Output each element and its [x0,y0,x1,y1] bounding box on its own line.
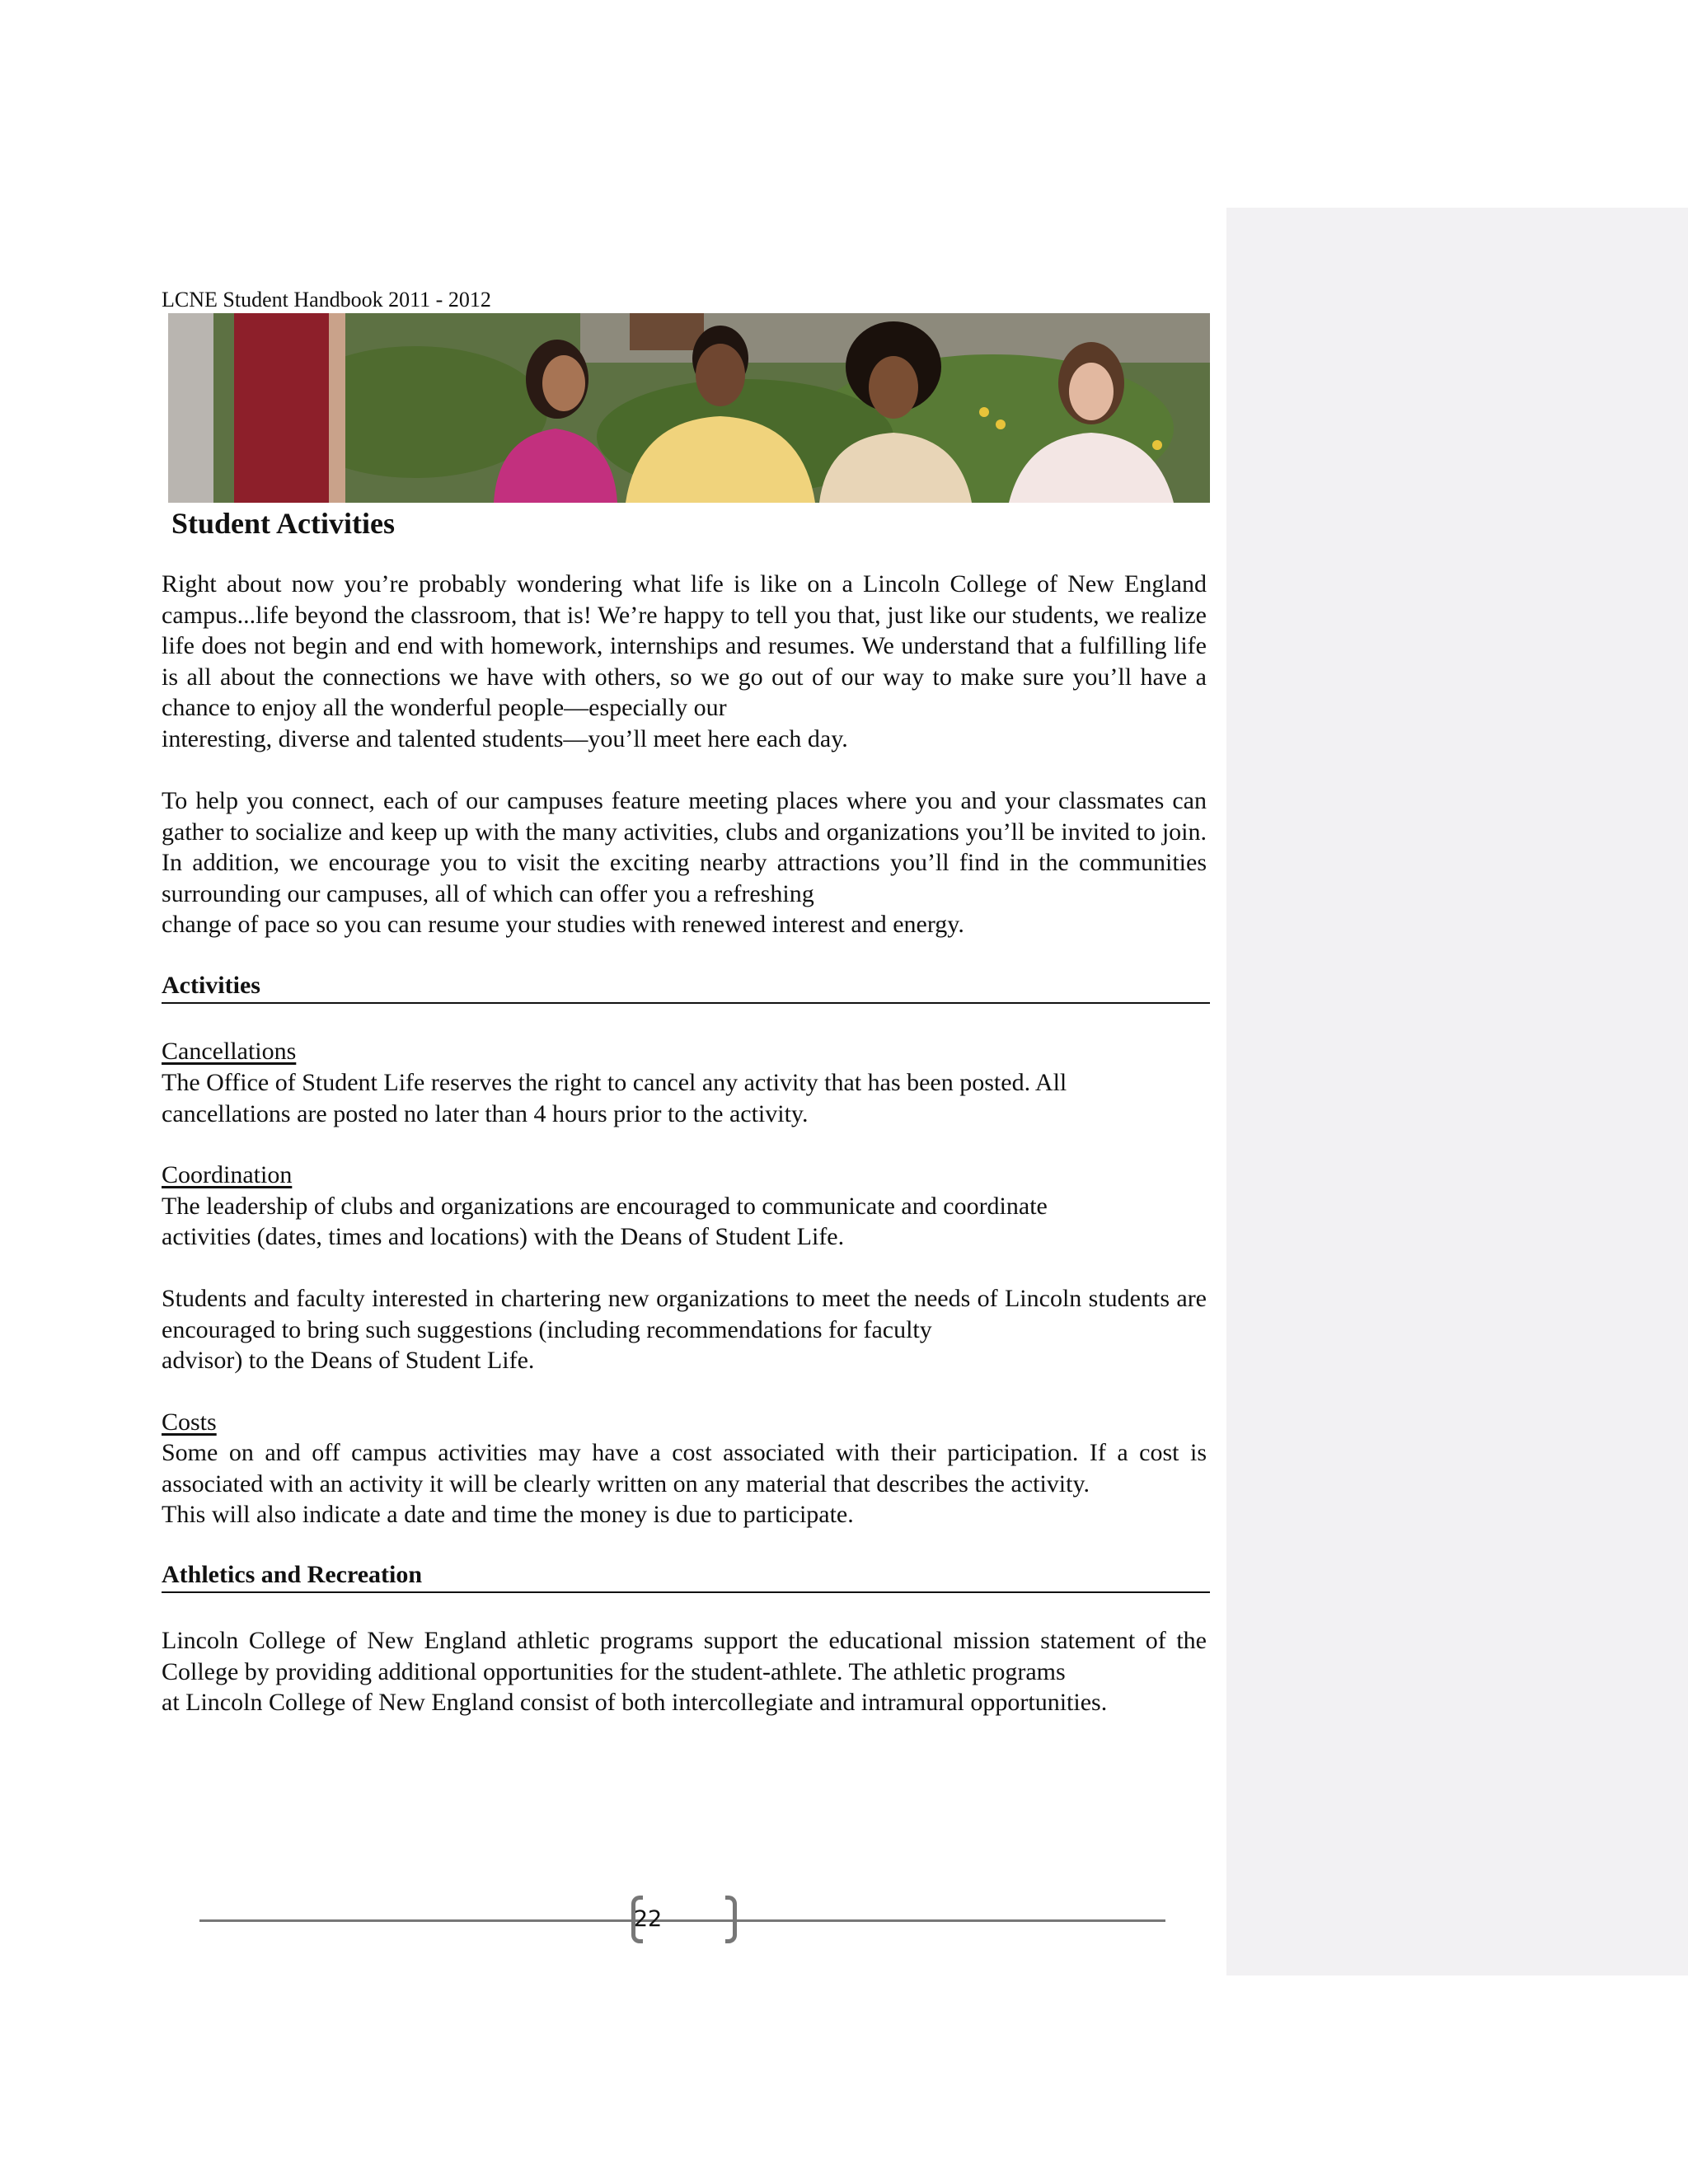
intro-paragraph-2-body: To help you connect, each of our campuses feature meeting places where you and your classmates can gather to socialize and keep up with the many activities, clubs and organizations you’ll be invited to join. In addition, we encourage you to visit the exciting nearby attractions you’ll find in the communities surrounding our campuses, all of which can offer you a refreshing [162,787,1207,907]
athletics-text: Lincoln College of New England athletic programs support the educational mission statement of the College by providing additional opportunities for the student-athlete. The athletic programs [162,1627,1207,1685]
cancellations-label: Cancellations [162,1038,297,1065]
footer-rule-right [737,1919,1165,1922]
costs-last-line: This will also indicate a date and time the money is due to participate. [162,1501,854,1528]
coordination-label: Coordination [162,1161,293,1188]
costs-text: Some on and off campus activities may have a cost associated with their participation. If a cost is associated with an activity it will be clearly written on any material that describes the activity. [162,1439,1207,1497]
chartering-last-line: advisor) to the Deans of Student Life. [162,1347,535,1374]
students-photo-banner [168,313,1210,503]
costs-label: Costs [162,1408,217,1436]
chartering-text: Students and faculty interested in chartering new organizations to meet the needs of Lincoln students are encouraged to bring such suggestions (including recommendations for faculty [162,1285,1207,1343]
intro-paragraph-1-body: Right about now you’re probably wondering what life is like on a Lincoln College of New England campus...life beyond the classroom, that is! We’re happy to tell you that, just like our students, we realize life does not begin and end with homework, internships and resumes. We understand that a fulfilling life is all about the connections we have with others, so we go out of our way to make sure you’ll have a chance to enjoy all the wonderful people—especially our [162,570,1207,721]
comment-pane [1226,208,1688,1975]
intro-paragraph-2-last-line: change of pace so you can resume your studies with renewed interest and energy. [162,911,964,938]
activities-heading: Activities [162,971,1210,1004]
athletics-heading: Athletics and Recreation [162,1560,1210,1593]
footer-bracket-right [725,1896,737,1943]
students-photo-image [168,313,1210,503]
intro-paragraph-1-last-line: interesting, diverse and talented students—you’ll meet here each day. [162,725,848,752]
footer-rule-left [199,1919,795,1922]
section-title: Student Activities [171,507,396,540]
coordination-text: The leadership of clubs and organizations are encouraged to communicate and coordinate [162,1193,1048,1220]
cancellations-last-line: cancellations are posted no later than 4 hours prior to the activity. [162,1100,809,1127]
coordination-last-line: activities (dates, times and locations) with the Deans of Student Life. [162,1223,845,1250]
athletics-last-line: at Lincoln College of New England consist of both intercollegiate and intramural opportunities. [162,1689,1108,1716]
running-header: LCNE Student Handbook 2011 - 2012 [162,288,491,312]
page-number: 22 [633,1906,663,1932]
cancellations-text: The Office of Student Life reserves the right to cancel any activity that has been posted. All [162,1069,1067,1096]
